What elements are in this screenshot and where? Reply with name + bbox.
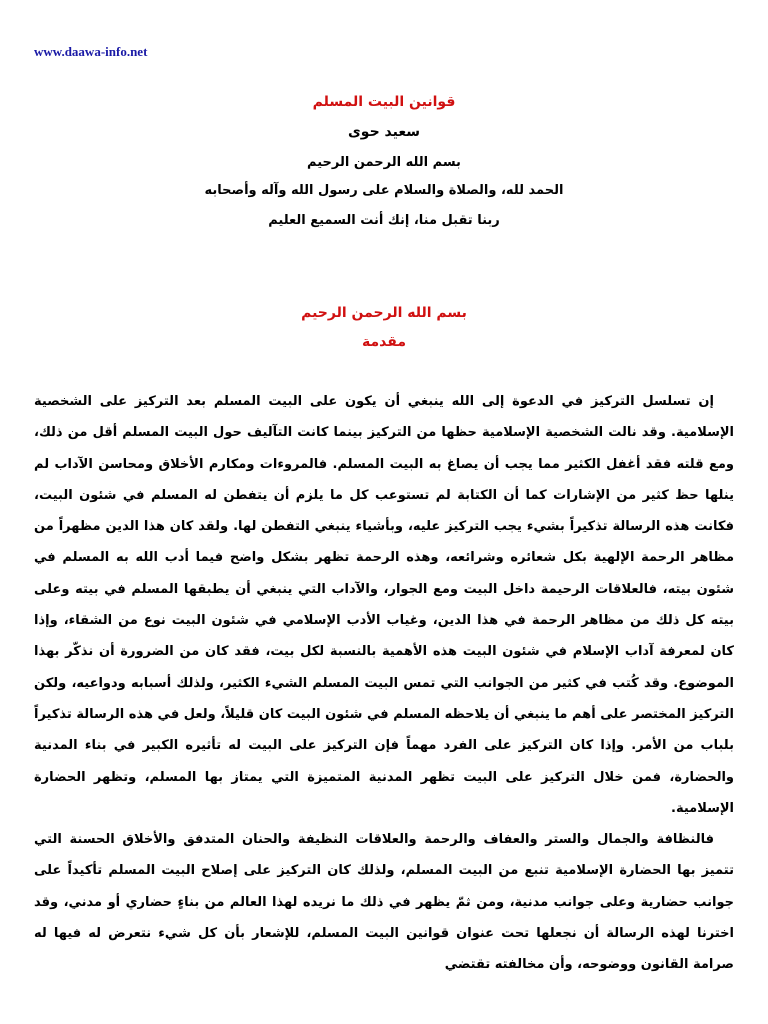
basmala-line: بسم الله الرحمن الرحيم xyxy=(307,155,461,170)
section-basmala: بسم الله الرحمن الرحيم xyxy=(301,305,467,321)
site-url-link[interactable]: www.daawa-info.net xyxy=(34,44,148,59)
prayer-line: ربنا تقبل منا، إنك أنت السميع العليم xyxy=(268,213,500,228)
author-name: سعيد حوى xyxy=(347,124,421,140)
praise-line: الحمد لله، والصلاة والسلام على رسول الله وآله وأصحابه xyxy=(204,183,564,198)
paragraph-2: فالنظافة والجمال والستر والعفاف والرحمة والعلاقات النظيفة والحنان المتدفق والأخلاق الحسنة التي تتميز بها الحضارة الإسلامية تنبع من البيت المسلم، ولذلك كان التركيز على إصلاح البيت المسلم تأكيداً على جوانب حضارية وعلى جوانب مدنية، ومن ثمّ يظهر في ذلك ما نريده لهذا العالم من بناءٍ حضاري أو مدني، وقد اخترنا لهذه الرسالة أن نجعلها تحت عنوان قوانين البيت المسلم، للإشعار بأن كل شيء نتعرض له فيها له صرامة القانون ووضوحه، وأن مخالفته تقتضي xyxy=(34,832,734,973)
body-text xyxy=(34,386,734,981)
section-heading: مقدمة xyxy=(362,334,406,350)
document-title: قوانين البيت المسلم xyxy=(312,94,456,110)
paragraph-1: إن تسلسل التركيز في الدعوة إلى الله ينبغي أن يكون على البيت المسلم بعد التركيز على الشخصية الإسلامية. وقد نالت الشخصية الإسلامية حظها من التركيز بينما كانت التآليف حول البيت المسلم أقل من ذلك، ومع قلته فقد أغفل الكثير مما يجب أن يصاغ به البيت المسلم. فالمروءات ومكارم الأخلاق ومحاسن الآداب لم ينلها حظ كثير من الإشارات كما أن الكتابة لم تستوعب كل ما يلزم أن يتفطن له المسلم في شئون البيت، فكانت هذه الرسالة تذكيراً بشيء يجب التركيز عليه، وبأشياء ينبغي التفطن لها. ولقد كان هذا الدين مظهراً من مظاهر الرحمة الإلهية بكل شعائره وشرائعه، وهذه الرحمة تظهر بشكل واضح فيما أدب الله به المسلم في شئون بيته، فالعلاقات الرحيمة داخل البيت ومع الجوار، والآداب التي ينبغي أن يطبقها المسلم في بيته وعلى بيته كل ذلك من مظاهر الرحمة في هذا الدين، وغياب الأدب الإسلامي في شئون البيت نوع من الشقاء، وإذا كان لمعرفة آداب الإسلام في شئون البيت هذه الأهمية بالنسبة لكل بيت، فقد كان من الضرورة أن نذكّر بهذا الموضوع. وقد كُتب في كثير من الجوانب التي تمس البيت المسلم الشيء الكثير، ولذلك أسبابه ودواعيه، ولكن التركيز المختصر على أهم ما ينبغي أن يلاحظه المسلم في شئون البيت كان قليلاً، ولعل في هذه الرسالة تذكيراً بلباب من الأمر. وإذا كان التركيز على الفرد مهماً فإن التركيز على البيت له تأثيره الكبير في بناء المدنية والحضارة، فمن خلال التركيز على البيت تظهر المدنية المتميزة التي يمتاز بها المسلم، وتظهر الحضارة الإسلامية. xyxy=(34,394,734,816)
